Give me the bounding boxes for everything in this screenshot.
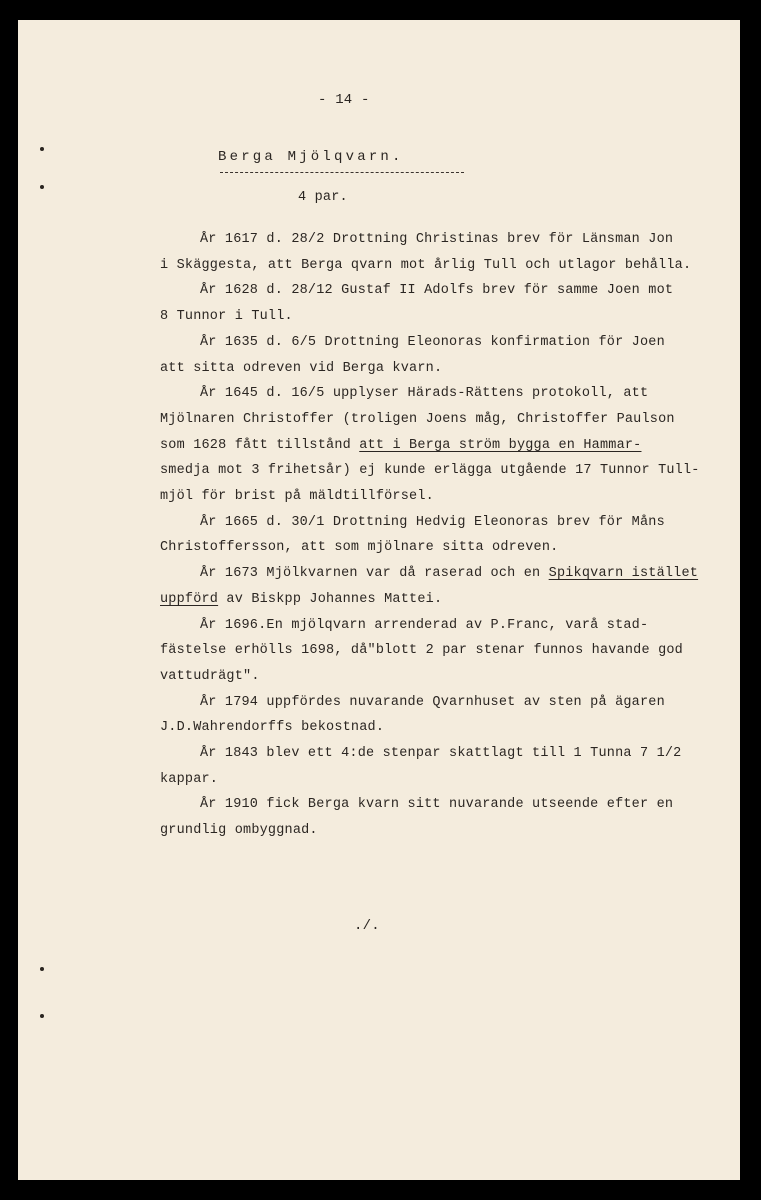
punch-hole-mark bbox=[40, 967, 44, 971]
document-page bbox=[18, 20, 740, 1180]
body-line: J.D.Wahrendorffs bekostnad. bbox=[160, 720, 385, 736]
body-line bbox=[160, 592, 442, 607]
body-line: År 1617 d. 28/2 Drottning Christinas brev för Länsman Jon bbox=[200, 232, 674, 247]
body-line: År 1910 fick Berga kvarn sitt nuvarande utseende efter en bbox=[200, 797, 674, 813]
body-line: smedja mot 3 frihetsår) ej kunde erlägga utgående 17 Tunnor Tull- bbox=[160, 463, 700, 479]
body-line: kappar. bbox=[160, 771, 219, 787]
body-line: År 1696.En mjölqvarn arrenderad av P.Franc, varå stad- bbox=[200, 617, 649, 633]
line-text: av Biskpp Johannes Mattei. bbox=[218, 591, 443, 607]
end-mark: ./. bbox=[354, 918, 380, 934]
underlined-text: att i Berga ström bygga en Hammar- bbox=[359, 437, 642, 453]
body-line: År 1794 uppfördes nuvarande Qvarnhuset av sten på ägaren bbox=[200, 694, 665, 710]
body-line: År 1628 d. 28/12 Gustaf II Adolfs brev för samme Joen mot bbox=[200, 283, 674, 299]
line-text: År 1673 Mjölkvarnen var då raserad och en bbox=[200, 566, 549, 582]
body-line bbox=[200, 566, 698, 581]
line-text: som 1628 fått tillstånd bbox=[160, 437, 360, 453]
document-subtitle: 4 par. bbox=[298, 190, 348, 205]
body-line: grundlig ombyggnad. bbox=[160, 823, 318, 839]
body-line: År 1665 d. 30/1 Drottning Hedvig Eleonoras brev för Måns bbox=[200, 514, 665, 530]
body-line: Christoffersson, att som mjölnare sitta odreven. bbox=[160, 540, 559, 556]
punch-hole-mark bbox=[40, 1014, 44, 1018]
page-number: - 14 - bbox=[318, 92, 370, 108]
body-line: År 1645 d. 16/5 upplyser Härads-Rättens protokoll, att bbox=[200, 386, 649, 402]
punch-hole-mark bbox=[40, 185, 44, 189]
underlined-text: Spikqvarn istället bbox=[548, 566, 699, 582]
body-line bbox=[160, 438, 641, 453]
body-line: att sitta odreven vid Berga kvarn. bbox=[160, 360, 443, 376]
body-line: 8 Tunnor i Tull. bbox=[160, 309, 293, 325]
underlined-text: uppförd bbox=[160, 591, 219, 607]
body-line: i Skäggesta, att Berga qvarn mot årlig Tull och utlagor behålla. bbox=[160, 257, 692, 273]
body-line: fästelse erhölls 1698, då"blott 2 par stenar funnos havande god bbox=[160, 643, 683, 659]
body-line: År 1843 blev ett 4:de stenpar skattlagt till 1 Tunna 7 1/2 bbox=[200, 746, 682, 761]
body-line: vattudrägt". bbox=[160, 668, 260, 684]
body-line: mjöl för brist på mäldtillförsel. bbox=[160, 489, 434, 504]
body-line: Mjölnaren Christoffer (troligen Joens måg, Christoffer Paulson bbox=[160, 411, 675, 427]
document-title: Berga Mjölqvarn. bbox=[218, 149, 404, 165]
punch-hole-mark bbox=[40, 147, 44, 151]
title-underline bbox=[220, 172, 464, 173]
body-line: År 1635 d. 6/5 Drottning Eleonoras konfirmation för Joen bbox=[200, 334, 665, 350]
